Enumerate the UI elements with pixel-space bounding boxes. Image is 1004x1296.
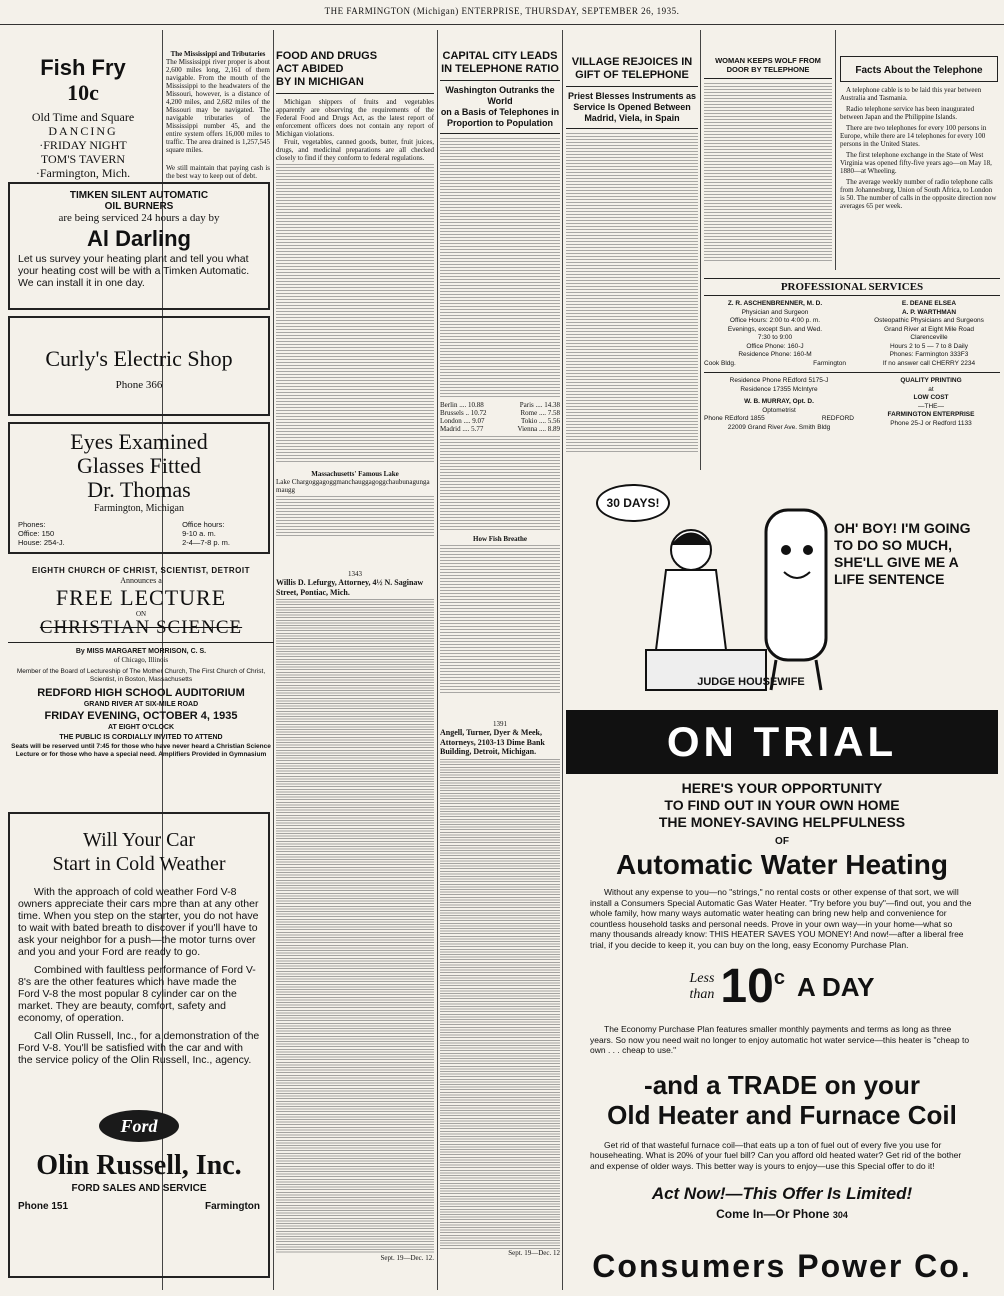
ford-headline: Start in Cold Weather: [52, 853, 226, 875]
come-in-text: Come In—Or Phone: [716, 1207, 830, 1221]
company-phone: 304: [832, 1210, 848, 1220]
listing-name: Z. R. ASCHENBRENNER, M. D.: [727, 300, 823, 307]
legal-number: 1343: [348, 570, 362, 578]
professional-listing: [862, 377, 1000, 432]
fish-fry-line: ·FRIDAY NIGHT: [39, 138, 127, 152]
judge-bench-label: JUDGE HOUSEWIFE: [697, 676, 805, 688]
listing-line: Physician and Surgeon: [741, 308, 809, 316]
legal-text-block: [440, 759, 560, 1249]
village-article: [566, 56, 698, 466]
article-text-block: [276, 496, 434, 536]
facts-item: Radio telephone service has been inaugurated between Japan and the Philippine Islands.: [840, 105, 975, 121]
facts-item: The average weekly number of radio telephone calls from Johannesburg, Union of South Africa, to London is 50. The number of calls in the opposite direction now averages 65 per week.: [840, 178, 997, 210]
food-title: ACT ABIDED: [276, 63, 344, 75]
listing-line: Evenings, except Sun. and Wed.: [727, 325, 823, 333]
listing-line: 22009 Grand River Ave. Smith Bldg: [727, 423, 831, 431]
listing-line: Phones: Farmington 333F3: [889, 351, 969, 358]
fish-fry-line: ·Farmington, Mich.: [35, 166, 131, 180]
stat-city: London: [440, 417, 462, 425]
article-text-block: [566, 133, 698, 453]
price-aday: A DAY: [796, 972, 875, 1002]
listing-line: Phone REdford 1855: [704, 415, 765, 422]
eyes-phones-label: Phones:: [18, 520, 46, 529]
listing-line: Farmington: [813, 359, 846, 367]
article-text-block: [440, 138, 560, 398]
legal-text-block: [276, 599, 434, 1254]
lecture-of: of Chicago, Illinois: [113, 656, 169, 664]
timken-ad: [8, 182, 270, 310]
legal-number: 1391: [493, 720, 507, 728]
food-title: FOOD AND DRUGS: [276, 50, 378, 62]
article-text-block: [440, 436, 560, 531]
stat-value: 5.77: [471, 425, 484, 433]
village-title: VILLAGE REJOICES IN: [571, 56, 693, 68]
ford-headline: Will Your Car: [83, 829, 195, 851]
ford-paragraph: Call Olin Russell, Inc., for a demonstration of the Ford V-8. You'll be satisfied with the car and with the service policy of the Olin Russell, Inc., agency.: [18, 1030, 260, 1066]
listing-line: LOW COST: [913, 394, 949, 401]
village-title: GIFT OF TELEPHONE: [575, 69, 689, 81]
heater-headline: TO FIND OUT IN YOUR OWN HOME: [664, 797, 900, 813]
legal-notice-2: [440, 720, 560, 1275]
article-text-block: [440, 545, 560, 695]
listing-line: at: [928, 385, 934, 393]
listing-line: Residence 17355 McIntyre: [740, 385, 818, 393]
professional-services: [704, 278, 1000, 468]
heater-of: OF: [775, 836, 789, 847]
village-subtitle: Priest Blesses Instruments as: [567, 91, 697, 101]
ford-dealer: Olin Russell, Inc.: [36, 1150, 242, 1181]
stat-city: Rome: [520, 409, 538, 417]
stat-value: 10.88: [468, 401, 484, 409]
listing-line: Redford 1133: [932, 419, 972, 427]
curly-name: Curly's Electric Shop: [45, 346, 233, 371]
listing-line: Optometrist: [762, 406, 796, 414]
lecture-subject: CHRISTIAN SCIENCE: [39, 617, 243, 638]
column-rule: [562, 30, 563, 1290]
stat-city: Vienna: [517, 425, 538, 433]
legal-footer: Sept. 19—Dec. 12.: [380, 1254, 434, 1262]
food-title: BY IN MICHIGAN: [276, 76, 364, 88]
facts-title: Facts About the Telephone: [840, 56, 998, 82]
on-trial-banner: ON TRIAL: [566, 710, 998, 774]
listing-line: Clarenceville: [910, 334, 948, 341]
stat-city: Tokio: [521, 417, 538, 425]
stat-value: 10.72: [470, 409, 487, 417]
listing-line: FARMINGTON ENTERPRISE: [887, 411, 975, 418]
trade-headline: -and a TRADE on your: [644, 1069, 920, 1100]
mississippi-body: The Mississippi river proper is about 2,600 miles long, 2,161 of them navigable. From the mouth of the Mississippi to the headwaters of the Missouri, however, is a distance of 4,200 miles, and 2,682 miles of the Missouri may be navigated. The navigable tributaries of the Mississippi number 45, and the entire system offers 16,000 miles to traffic. The area drained is 1,257,545 square miles.: [166, 58, 270, 154]
company-name: Consumers Power Co.: [592, 1248, 972, 1284]
listing-line: Hours 2 to 5 — 7 to 8 Daily: [889, 342, 969, 350]
ford-paragraph: Combined with faultless performance of Ford V-8's are the other features which have made the Ford V-8 the most popular 8 cylinder car on the market. They are beauty, comfort, safety and economy, of operation.: [18, 964, 256, 1024]
lecture-time: AT EIGHT O'CLOCK: [107, 724, 175, 731]
ford-city: Farmington: [205, 1201, 260, 1212]
stat-row: Berlin .... 10.88 Paris .... 14.38: [440, 401, 560, 409]
eyes-line: Glasses Fitted: [76, 453, 202, 478]
heater-headline: THE MONEY-SAVING HELPFULNESS: [658, 814, 906, 830]
fish-fry-ad: [8, 56, 158, 196]
lake-name: Lake Chargoggagoggmanchauggagoggchaubunagungamaugg: [276, 478, 430, 494]
listing-line: or: [925, 419, 932, 427]
lecture-announces: Announces a: [120, 576, 162, 585]
woman-title: DOOR BY TELEPHONE: [726, 65, 810, 74]
listing-line: Office Hours: 2:00 to 4:00 p. m.: [729, 317, 821, 324]
lecture-title: FREE LECTURE: [55, 585, 227, 610]
trade-body: Get rid of that wasteful furnace coil—that eats up a ton of fuel out of every five you use for househeating. What is 20% of your fuel bill? Can you afford old heated water? Get rid of the bother and expense of older ways. This better way is yours to enjoy—use this Special offer to do it!: [590, 1139, 962, 1171]
professional-listing: [858, 300, 1000, 368]
mississippi-article: [166, 50, 270, 180]
speech-bubble: 30 DAYS!: [596, 484, 670, 522]
legal-footer: Sept. 19—Dec. 12: [508, 1248, 560, 1257]
listing-name: E. DEANE ELSEA: [901, 300, 957, 307]
fish-fry-line: DANCING: [48, 124, 118, 138]
cartoon-illustration: [566, 470, 998, 700]
food-article: [276, 50, 434, 560]
village-subtitle: Service Is Opened Between: [573, 102, 691, 112]
heater-headline: HERE'S YOUR OPPORTUNITY: [681, 780, 883, 796]
article-text-block: [276, 164, 434, 464]
fish-fry-title: Fish Fry: [40, 55, 126, 80]
facts-item: There are two telephones for every 100 persons in Europe, while there are 14 telephones for every 100 persons in the United States.: [840, 124, 987, 148]
curly-ad: [8, 316, 270, 416]
lecture-church: EIGHTH CHURCH OF CHRIST, SCIENTIST, DETROIT: [32, 566, 250, 575]
lecture-venue: REDFORD HIGH SCHOOL AUDITORIUM: [37, 687, 245, 699]
capital-article: [440, 50, 560, 690]
stat-value: 14.38: [544, 401, 560, 409]
come-in: [566, 1205, 998, 1224]
fish-breathe-title: How Fish Breathe: [473, 535, 527, 543]
fish-fry-line: Old Time and Square: [31, 110, 135, 124]
timken-body: Let us survey your heating plant and tell you what your heating cost will be with a Timken Automatic. We can install it in one day.: [18, 253, 250, 289]
lake-title: Massachusetts' Famous Lake: [311, 470, 399, 478]
mississippi-title: The Mississippi and Tributaries: [170, 50, 266, 58]
facts-item: A telephone cable is to be laid this year between Australia and Tasmania.: [840, 86, 982, 102]
timken-line: OIL BURNERS: [104, 201, 174, 212]
trade-headline: Old Heater and Furnace Coil: [607, 1099, 957, 1130]
listing-line: If no answer call CHERRY 2234: [882, 359, 976, 367]
ford-logo-icon: Ford: [99, 1110, 179, 1142]
professional-listing: [704, 300, 846, 368]
eyes-hours-label: Office hours:: [182, 520, 225, 529]
ford-ad: [8, 812, 270, 1278]
stat-city: Brussels: [440, 409, 464, 417]
lecture-seats: Seats will be reserved until 7:45 for those who have never heard a Christian Science Lecture or for those who have a special need. Amplifiers Provided in Gymnasium: [11, 743, 271, 758]
heater-speech: OH' BOY! I'M GOING TO DO SO MUCH, SHE'LL GIVE ME A LIFE SENTENCE: [834, 520, 971, 587]
listing-line: Office Phone: 160-J: [746, 342, 804, 350]
timken-line: are being serviced 24 hours a day by: [58, 212, 220, 224]
eyes-ad: [8, 422, 270, 554]
fish-fry-line: TOM'S TAVERN: [40, 152, 126, 166]
listing-name: A. P. WARTHMAN: [901, 308, 957, 316]
capital-subtitle: on a Basis of Telephones in: [440, 107, 560, 117]
eyes-line: Eyes Examined: [70, 429, 208, 454]
lecture-address: GRAND RIVER AT SIX-MILE ROAD: [83, 701, 199, 708]
consumers-power-ad: [566, 470, 998, 1284]
stat-city: Berlin: [440, 401, 458, 409]
listing-line: 7:30 to 9:00: [757, 334, 793, 341]
woman-title: WOMAN KEEPS WOLF FROM: [715, 56, 821, 65]
legal-head: Angell, Turner, Dyer & Meek, Attorneys, 2103-13 Dime Bank Building, Detroit, Michigan.: [440, 728, 545, 756]
eyes-name: Dr. Thomas: [87, 477, 191, 502]
ford-phone: Phone 151: [18, 1201, 69, 1212]
price-than: than: [689, 987, 715, 1002]
column-rule: [437, 30, 438, 1290]
mississippi-note: We still maintain that paying cash is the best way to keep out of debt.: [166, 164, 270, 180]
listing-name: W. B. MURRAY, Opt. D.: [744, 398, 814, 405]
professional-listing: [704, 377, 854, 432]
professional-title: PROFESSIONAL SERVICES: [704, 278, 1000, 296]
stat-value: 9.07: [472, 417, 485, 425]
lecture-invite: THE PUBLIC IS CORDIALLY INVITED TO ATTEND: [59, 734, 223, 741]
food-paragraph: Fruit, vegetables, canned goods, butter, fruit juices, drugs, and medicinal preparations are all checked closely to find if they conform to federal regulations.: [276, 138, 434, 162]
eyes-hours: 9-10 a. m.: [182, 529, 216, 538]
stat-city: Paris: [519, 401, 534, 409]
timken-line: TIMKEN SILENT AUTOMATIC: [69, 190, 209, 201]
listing-line: QUALITY PRINTING: [900, 377, 962, 384]
stat-row: Madrid .... 5.77 Vienna .... 8.89: [440, 425, 560, 433]
fish-fry-price: 10c: [67, 80, 99, 105]
timken-name: Al Darling: [87, 226, 191, 251]
woman-article: [704, 56, 832, 271]
curly-phone: Phone 366: [115, 379, 163, 391]
listing-line: Residence Phone: 160-M: [738, 351, 812, 358]
column-rule: [700, 30, 701, 470]
masthead: THE FARMINGTON (Michigan) ENTERPRISE, THURSDAY, SEPTEMBER 26, 1935.: [0, 6, 1004, 25]
facts-item: The first telephone exchange in the State of West Virginia was opened fifty-five years ago—on May 18, 1880—at Wheeling.: [840, 151, 992, 175]
ford-service: FORD SALES AND SERVICE: [71, 1183, 207, 1194]
stat-value: 7.58: [547, 409, 560, 417]
lecture-by: By MISS MARGARET MORRISON, C. S.: [75, 648, 207, 655]
capital-stats-table: [440, 401, 560, 433]
column-rule: [835, 30, 836, 270]
stat-city: Madrid: [440, 425, 461, 433]
village-subtitle: Madrid, Viela, in Spain: [584, 113, 680, 123]
eyes-hours: 2-4—7-8 p. m.: [182, 538, 230, 547]
capital-title: CAPITAL CITY LEADS: [442, 50, 558, 62]
listing-line: REDFORD: [821, 415, 854, 422]
ford-paragraph: With the approach of cold weather Ford V-8 owners appreciate their cars more than at any other time. When you step on the starter, you do not have to wait with bated breath to discover if you'll have to ask your neighbor for a push—the motor turns over and you and your Ford are ready to go.: [18, 886, 259, 958]
lecture-on: ON: [135, 610, 147, 618]
plan-body: The Economy Purchase Plan features smaller monthly payments and terms as long as three years. So now you need wait no longer to enjoy automatic hot water service—this heater is "cheap to own . . . cheap to use.": [590, 1024, 970, 1055]
listing-line: Osteopathic Physicians and Surgeons: [874, 317, 984, 324]
eyes-city: Farmington, Michigan: [94, 503, 184, 514]
price-amount: 10: [720, 960, 774, 1013]
listing-line: Residence Phone REdford 5175-J: [729, 377, 829, 384]
eyes-house-phone: House: 254-J.: [18, 538, 65, 547]
price-less: Less: [689, 971, 715, 986]
listing-line: Grand River at Eight Mile Road: [884, 325, 974, 333]
listing-line: —THE—: [918, 402, 944, 410]
stat-row: Brussels .. 10.72 Rome .... 7.58: [440, 409, 560, 417]
price-cents: c: [773, 967, 785, 989]
heater-product: Automatic Water Heating: [616, 849, 948, 880]
legal-notice-1: [276, 570, 434, 1275]
lecture-ad: [8, 566, 274, 798]
legal-head: Willis D. Lefurgy, Attorney, 4½ N. Saginaw Street, Pontiac, Mich.: [276, 578, 424, 597]
stat-row: London .... 9.07 Tokio .... 5.56: [440, 417, 560, 425]
facts-article: [840, 56, 998, 271]
listing-line: Phone 25-J: [890, 419, 924, 427]
act-now: Act Now!—This Offer Is Limited!: [651, 1184, 913, 1203]
lecture-date: FRIDAY EVENING, OCTOBER 4, 1935: [44, 710, 238, 722]
stat-value: 5.56: [547, 417, 560, 425]
capital-title: IN TELEPHONE RATIO: [441, 63, 559, 75]
lecture-member: Member of the Board of Lectureship of The Mother Church, The First Church of Christ, Scientist, in Boston, Massachusetts: [16, 668, 266, 683]
price-line: [566, 962, 998, 1012]
heater-body: Without any expense to you—no "strings," no rental costs or other expense of that sort, we will install a Consumers Special Automatic Gas Water Heater. "Try before you buy"—find out, you and the whole family, how many ways automatic water heating can bring new help and convenience for countless household tasks and personal needs. Prove in your own way—in your home—what so many thousands already know: THIS HEATER SAVES YOU MONEY! And now!—after a liberal free trial, if you decide to keep it, you can buy on the long, easy Economy Purchase Plan.: [590, 887, 972, 950]
food-paragraph: Michigan shippers of fruits and vegetables apparently are observing the requirements of the Federal Food and Drugs Act, as the latest report of enforcement officers does not contain any report of Michigan violations.: [276, 98, 434, 138]
capital-subtitle: Proportion to Population: [447, 118, 553, 128]
article-text-block: [704, 83, 832, 261]
listing-line: Cook Bldg.: [704, 359, 736, 367]
eyes-office-phone: Office: 150: [18, 529, 55, 538]
stat-value: 8.89: [547, 425, 560, 433]
capital-subtitle: Washington Outranks the World: [445, 85, 555, 106]
